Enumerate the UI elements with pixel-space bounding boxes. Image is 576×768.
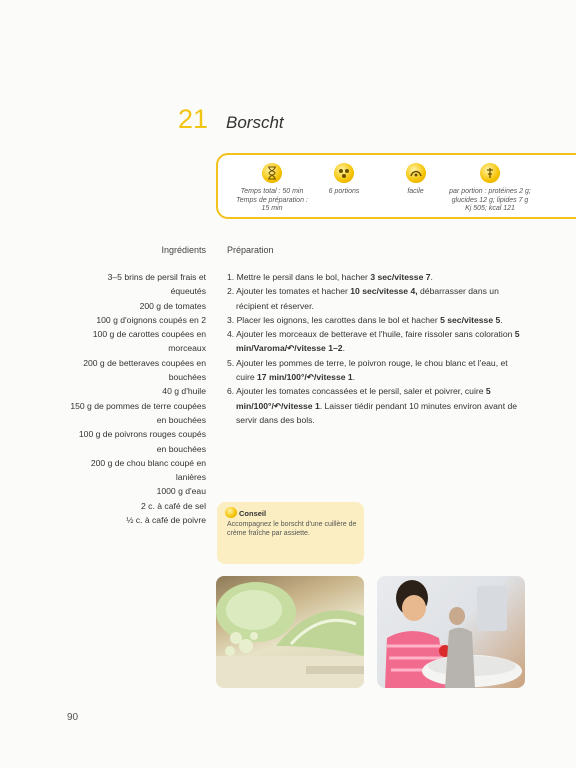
nutrition-line-3: Kj 505; kcal 121 — [465, 205, 515, 212]
step-number: 5. — [227, 357, 237, 368]
step-text: . — [342, 343, 345, 354]
page-number: 90 — [67, 712, 79, 723]
ingredient-line: 1000 g d'eau — [156, 486, 206, 497]
ingredient-line: 100 g de carottes coupées en — [92, 329, 206, 340]
step-setting: 5 sec/vitesse 5 — [440, 314, 501, 325]
ingredient-line: 200 g de tomates — [139, 300, 206, 311]
preparation-step — [227, 384, 527, 427]
ingredient-line: lanières — [175, 472, 206, 483]
preparation-heading: Préparation — [227, 245, 274, 255]
ingredient-line: 100 g d'oignons coupés en 2 — [96, 314, 206, 325]
step-setting: 17 min/100°/↶/vitesse 1 — [257, 372, 353, 383]
preparation-step — [227, 313, 527, 327]
step-setting: 5 min/100°/↶/vitesse 1 — [236, 386, 491, 411]
time-info — [226, 163, 318, 214]
recipe-info-box — [216, 153, 576, 219]
ingredient-line: ½ c. à café de poivre — [126, 515, 206, 526]
ingredient-line: 200 g de betteraves coupées en — [83, 357, 206, 368]
preparation-step — [227, 270, 527, 284]
preparation-step — [227, 284, 527, 313]
difficulty-info — [393, 163, 438, 197]
ingredient-line: morceaux — [168, 343, 206, 354]
step-text: . Laisser tiédir pendant 10 minutes environ avant de servir dans des bols. — [236, 400, 518, 425]
step-number: 2. — [227, 286, 237, 297]
ingredient-line: 40 g d'huile — [162, 386, 206, 397]
ingredient-line: bouchées — [168, 372, 206, 383]
preparation-step — [227, 327, 527, 356]
time-prep-label: Temps de préparation : — [236, 196, 308, 204]
ingredient-line: 100 g de poivrons rouges coupés — [78, 429, 206, 440]
step-number: 6. — [227, 386, 237, 397]
tip-text: Accompagnez le borscht d'une cuillère de crème fraîche par assiette. — [227, 521, 357, 537]
step-text: Mettre le persil dans le bol, hacher — [236, 272, 371, 282]
step-setting: 3 sec/vitesse 7 — [370, 272, 431, 282]
portions-icon — [334, 163, 354, 183]
girl-cooking-photo — [377, 576, 525, 688]
step-list — [227, 270, 527, 427]
nutrition-line-2: glucides 12 g; lipides 7 g — [451, 196, 529, 204]
step-number: 4. — [227, 329, 237, 340]
step-text: Placer les oignons, les carottes dans le bol et hacher — [236, 314, 441, 325]
hourglass-icon — [262, 163, 282, 183]
recipe-number: 21 — [178, 104, 209, 134]
portions-label: 6 portions — [328, 188, 360, 195]
ingredient-list — [56, 270, 206, 527]
step-text: . — [352, 372, 356, 383]
step-text: Ajouter les morceaux de betterave et l'huile, faire rissoler sans coloration — [236, 329, 515, 340]
portions-info — [318, 163, 370, 197]
tip-title: Conseil — [239, 509, 267, 518]
ingredient-line: en bouchées — [156, 443, 206, 454]
tip-box — [217, 502, 364, 564]
recipe-title: Borscht — [226, 113, 284, 132]
difficulty-icon — [406, 163, 426, 183]
ingredient-line: 150 g de pommes de terre coupées — [70, 400, 206, 411]
cabbage-photo — [216, 576, 364, 688]
step-text: . — [500, 314, 503, 325]
tip-icon — [225, 507, 237, 518]
step-text: débarrasser dans un récipient et réserver. — [236, 286, 499, 311]
ingredient-line: 200 g de chou blanc coupé en — [90, 457, 206, 468]
nutrition-icon — [480, 163, 500, 183]
nutrition-line-1: par portion : protéines 2 g; — [449, 188, 531, 195]
step-number: 3. — [227, 314, 237, 325]
step-number: 1. — [227, 272, 237, 282]
time-total: Temps total : 50 min — [240, 188, 304, 195]
ingredient-line: équeutés — [170, 286, 206, 297]
ingredient-line: 2 c. à café de sel — [141, 500, 206, 511]
step-setting: 5 min/Varoma/↶/vitesse 1–2 — [236, 329, 520, 354]
step-text: . — [430, 272, 433, 282]
step-text: Ajouter les tomates concassées et le persil, saler et poivrer, cuire — [236, 386, 486, 397]
ingredient-line: 3–5 brins de persil frais et — [107, 272, 206, 282]
preparation-step — [227, 356, 527, 385]
difficulty-label: facile — [407, 188, 424, 195]
nutrition-info — [440, 163, 540, 214]
ingredients-heading: Ingrédients — [161, 245, 206, 255]
ingredient-line: en bouchées — [156, 414, 206, 425]
time-prep-value: 15 min — [261, 205, 283, 212]
step-text: Ajouter les tomates et hacher — [236, 286, 351, 297]
step-text: Ajouter les pommes de terre, le poivron rouge, le chou blanc et l'eau, et cuire — [236, 357, 508, 383]
step-setting: 10 sec/vitesse 4, — [350, 286, 418, 297]
